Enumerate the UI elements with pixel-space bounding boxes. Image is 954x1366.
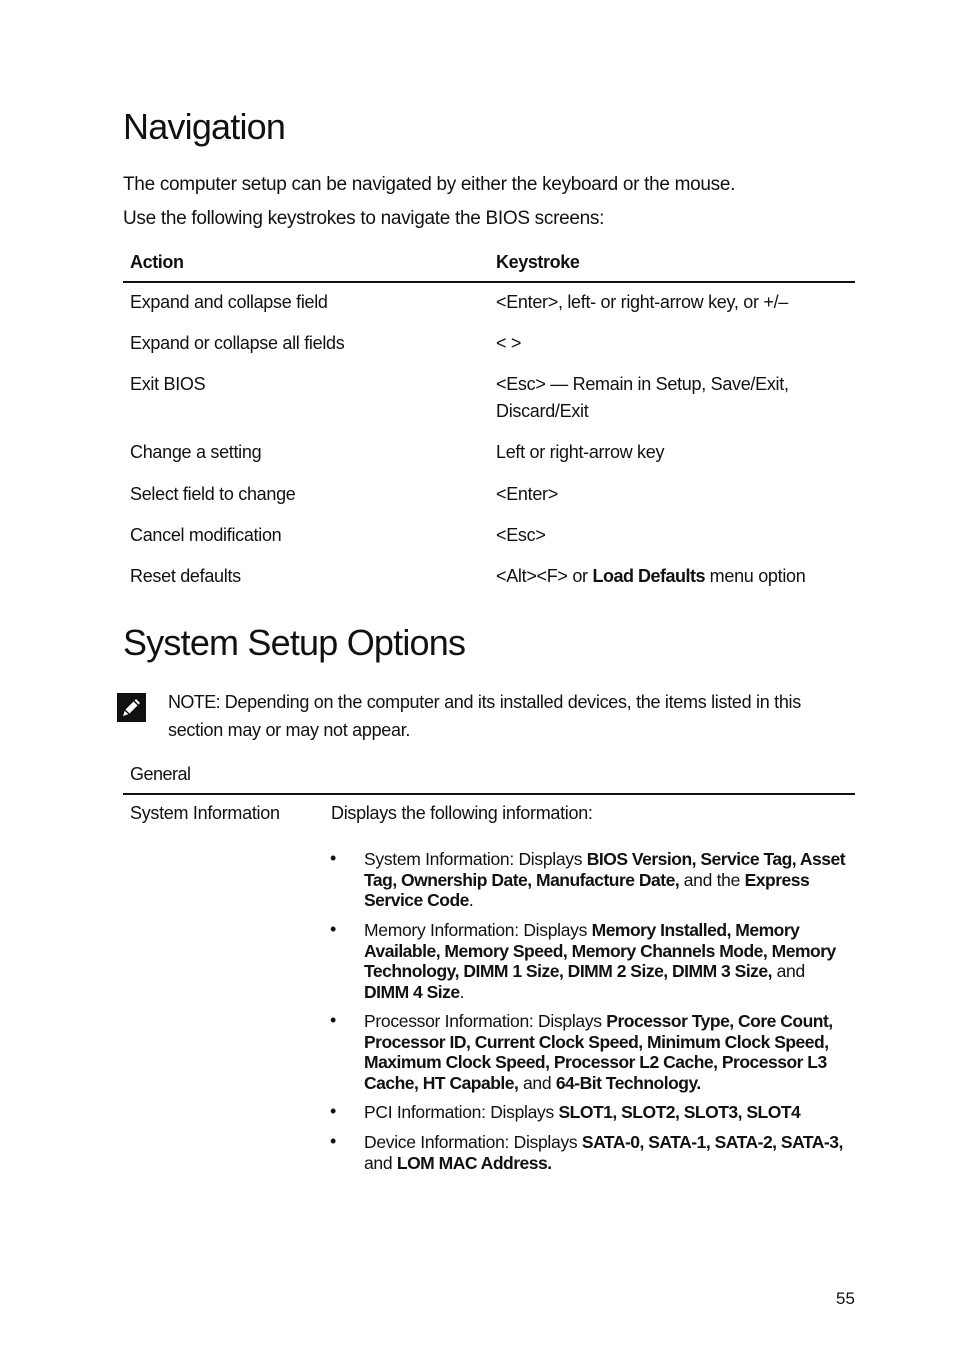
row-description: Displays the following information: [331, 803, 593, 823]
list-item-text [364, 1011, 848, 1093]
item-text: Device Information: Displays [364, 1132, 582, 1152]
keystroke-cell: < > [496, 333, 522, 353]
keystroke-cell [496, 563, 805, 590]
bullet-icon: • [330, 919, 337, 939]
load-defaults-label: Load Defaults [592, 566, 705, 586]
column-header-action: Action [130, 252, 184, 272]
action-cell: Exit BIOS [130, 374, 206, 394]
item-bold: BIOS Version, Service Tag, Asset Tag, Ownership Date, Manufacture Date, [364, 849, 846, 890]
note-label: NOTE: [168, 692, 221, 712]
list-item-text [364, 849, 848, 911]
note-body: Depending on the computer and its installed devices, the items listed in this section may or may not appear. [168, 692, 801, 740]
item-bold: Processor Type, Core Count, Processor ID, Current Clock Speed, Minimum Clock Speed, Maximum Clock Speed, Processor L2 Cache, Processor L3 Cache, HT Capable, [364, 1011, 833, 1093]
item-text: and the [679, 869, 745, 890]
action-cell: Expand or collapse all fields [130, 333, 345, 353]
row-label-system-information: System Information [130, 803, 280, 823]
bullet-icon: • [330, 1101, 337, 1121]
bullet-icon: • [330, 848, 337, 868]
item-text: PCI Information: Displays [364, 1102, 559, 1122]
action-cell: Expand and collapse field [130, 292, 328, 312]
item-text: . [459, 981, 465, 1002]
item-bold: Memory Installed, Memory Available, Memory Speed, Memory Channels Mode, Memory Technology, DIMM 1 Size, DIMM 2 Size, DIMM 3 Size, [364, 920, 836, 981]
section-title-navigation: Navigation [123, 106, 286, 147]
section-title-system-setup: System Setup Options [123, 622, 466, 663]
note-text [168, 688, 858, 744]
keystroke-cell: <Enter> [496, 484, 558, 504]
keystroke-cell: Left or right-arrow key [496, 442, 665, 462]
item-bold: 64-Bit Technology. [555, 1072, 701, 1093]
keystroke-cell: <Esc> [496, 525, 546, 545]
item-text: and [518, 1072, 556, 1093]
keystroke-cell-line-2: Discard/Exit [496, 401, 589, 421]
item-text: . [468, 890, 474, 910]
general-header-rule [123, 793, 855, 795]
action-cell: Change a setting [130, 442, 262, 462]
keystroke-cell-line-1: <Esc> — Remain in Setup, Save/Exit, [496, 374, 789, 394]
item-bold: Express Service Code [364, 869, 810, 910]
bullet-icon: • [330, 1131, 337, 1151]
item-bold: DIMM 4 Size [364, 981, 460, 1002]
bullet-icon: • [330, 1010, 337, 1030]
page-number: 55 [836, 1289, 855, 1308]
note-pencil-icon [117, 693, 146, 722]
column-header-keystroke: Keystroke [496, 252, 580, 272]
column-header-general: General [130, 764, 191, 784]
item-text: Memory Information: Displays [364, 920, 592, 940]
item-text: and [364, 1152, 397, 1173]
item-bold: LOM MAC Address. [396, 1152, 552, 1173]
action-cell: Reset defaults [130, 566, 241, 586]
item-text: Processor Information: Displays [364, 1011, 607, 1031]
list-item-text [364, 1102, 848, 1123]
keystroke-cell: <Enter>, left- or right-arrow key, or +/– [496, 292, 788, 312]
keystroke-text: menu option [704, 566, 806, 586]
item-text: and [772, 961, 805, 981]
intro-paragraph-2: Use the following keystrokes to navigate the BIOS screens: [123, 208, 605, 229]
item-bold: SATA-0, SATA-1, SATA-2, SATA-3, [581, 1132, 843, 1152]
list-item-text [364, 920, 848, 1002]
keystroke-text: <Alt><F> or [496, 566, 593, 586]
action-cell: Cancel modification [130, 525, 282, 545]
table-header-rule [123, 281, 855, 283]
intro-paragraph-1: The computer setup can be navigated by either the keyboard or the mouse. [123, 174, 736, 195]
item-text: System Information: Displays [364, 849, 587, 869]
action-cell: Select field to change [130, 484, 296, 504]
list-item-text [364, 1132, 848, 1173]
item-bold: SLOT1, SLOT2, SLOT3, SLOT4 [558, 1102, 801, 1122]
